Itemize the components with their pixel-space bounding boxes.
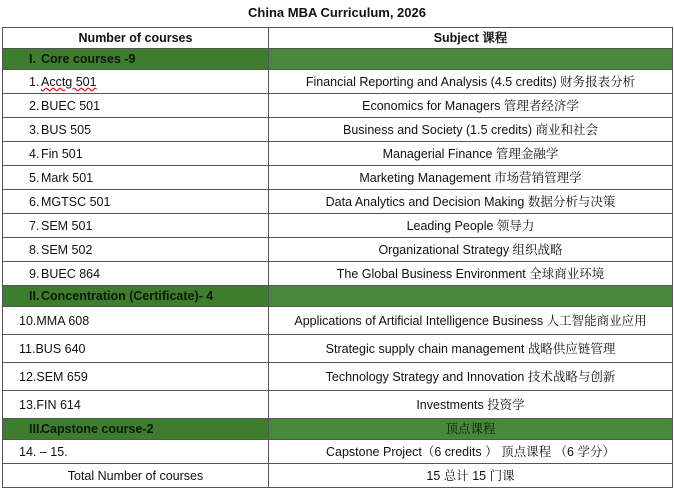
course-subject: Investments 投资学 — [269, 391, 673, 419]
course-code-cell — [3, 190, 269, 214]
table-row — [3, 214, 673, 238]
course-code: MGTSC 501 — [41, 194, 111, 209]
section-concentration — [3, 286, 673, 307]
course-code-cell — [3, 118, 269, 142]
table-row — [3, 440, 673, 464]
table-row — [3, 335, 673, 363]
course-code: SEM 502 — [41, 242, 93, 257]
table-row — [3, 307, 673, 335]
section-right-cell — [269, 49, 673, 70]
course-code-cell — [3, 262, 269, 286]
course-subject: Applications of Artificial Intelligence Business 人工智能商业应用 — [269, 307, 673, 335]
document-title: China MBA Curriculum, 2026 — [248, 5, 426, 20]
section-roman: II. — [29, 288, 40, 303]
total-value: 15 总计 15 门课 — [269, 464, 673, 488]
section-right-cell: 顶点课程 — [269, 419, 673, 440]
section-right-cell — [269, 286, 673, 307]
table-row — [3, 363, 673, 391]
table-row — [3, 190, 673, 214]
course-subject: Financial Reporting and Analysis (4.5 credits) 财务报表分析 — [269, 70, 673, 94]
course-subject: Marketing Management 市场营销管理学 — [269, 166, 673, 190]
course-number: 3. — [29, 122, 40, 137]
course-number: 8. — [29, 242, 40, 257]
section-core-courses — [3, 49, 673, 70]
course-code-cell — [3, 142, 269, 166]
course-code: SEM 501 — [41, 218, 93, 233]
table-row — [3, 70, 673, 94]
section-label-cell — [3, 49, 269, 70]
section-label: Capstone course-2 — [41, 421, 154, 436]
course-subject: Technology Strategy and Innovation 技术战略与创新 — [269, 363, 673, 391]
course-subject: Data Analytics and Decision Making 数据分析与决策 — [269, 190, 673, 214]
course-number: 6. — [29, 194, 40, 209]
course-subject: Leading People 领导力 — [269, 214, 673, 238]
course-code-cell — [3, 214, 269, 238]
header-row — [3, 28, 673, 49]
course-subject: Economics for Managers 管理者经济学 — [269, 94, 673, 118]
section-roman: III. — [29, 421, 43, 436]
course-code: BUEC 864 — [41, 266, 101, 281]
curriculum-table — [2, 27, 673, 488]
course-code: BUEC 501 — [41, 98, 101, 113]
course-code: Fin 501 — [41, 146, 83, 161]
course-code-cell — [3, 70, 269, 94]
course-code-cell — [3, 166, 269, 190]
header-number-of-courses: Number of courses — [3, 28, 269, 49]
course-number: 5. — [29, 170, 40, 185]
table-row — [3, 391, 673, 419]
course-code: 10.MMA 608 — [3, 307, 269, 335]
course-code: BUS 505 — [41, 122, 92, 137]
section-label-cell — [3, 286, 269, 307]
section-label-cell — [3, 419, 269, 440]
header-subject: Subject 课程 — [269, 28, 673, 49]
table-row — [3, 238, 673, 262]
course-number: 2. — [29, 98, 40, 113]
table-row — [3, 166, 673, 190]
course-number: 4. — [29, 146, 40, 161]
course-subject: Capstone Project（6 credits ） 顶点课程 （6 学分） — [269, 440, 673, 464]
section-label: Core courses -9 — [41, 51, 136, 66]
course-number: 7. — [29, 218, 40, 233]
course-subject: Managerial Finance 管理金融学 — [269, 142, 673, 166]
section-label: Concentration (Certificate)- 4 — [41, 288, 214, 303]
course-number: 9. — [29, 266, 40, 281]
course-subject: The Global Business Environment 全球商业环境 — [269, 262, 673, 286]
section-roman: I. — [29, 51, 36, 66]
course-subject: Business and Society (1.5 credits) 商业和社会 — [269, 118, 673, 142]
course-code-cell — [3, 238, 269, 262]
total-label: Total Number of courses — [3, 464, 269, 488]
course-subject: Strategic supply chain management 战略供应链管理 — [269, 335, 673, 363]
course-code: 14. – 15. — [3, 440, 269, 464]
course-subject: Organizational Strategy 组织战略 — [269, 238, 673, 262]
course-code: 12.SEM 659 — [3, 363, 269, 391]
course-code: 11.BUS 640 — [3, 335, 269, 363]
table-row — [3, 142, 673, 166]
course-code: Mark 501 — [41, 170, 94, 185]
total-row — [3, 464, 673, 488]
table-row — [3, 262, 673, 286]
course-code: Acctg 501 — [41, 74, 97, 89]
section-capstone — [3, 419, 673, 440]
course-code-cell — [3, 94, 269, 118]
table-row — [3, 118, 673, 142]
course-number: 1. — [29, 74, 40, 89]
course-code: 13.FIN 614 — [3, 391, 269, 419]
table-row — [3, 94, 673, 118]
